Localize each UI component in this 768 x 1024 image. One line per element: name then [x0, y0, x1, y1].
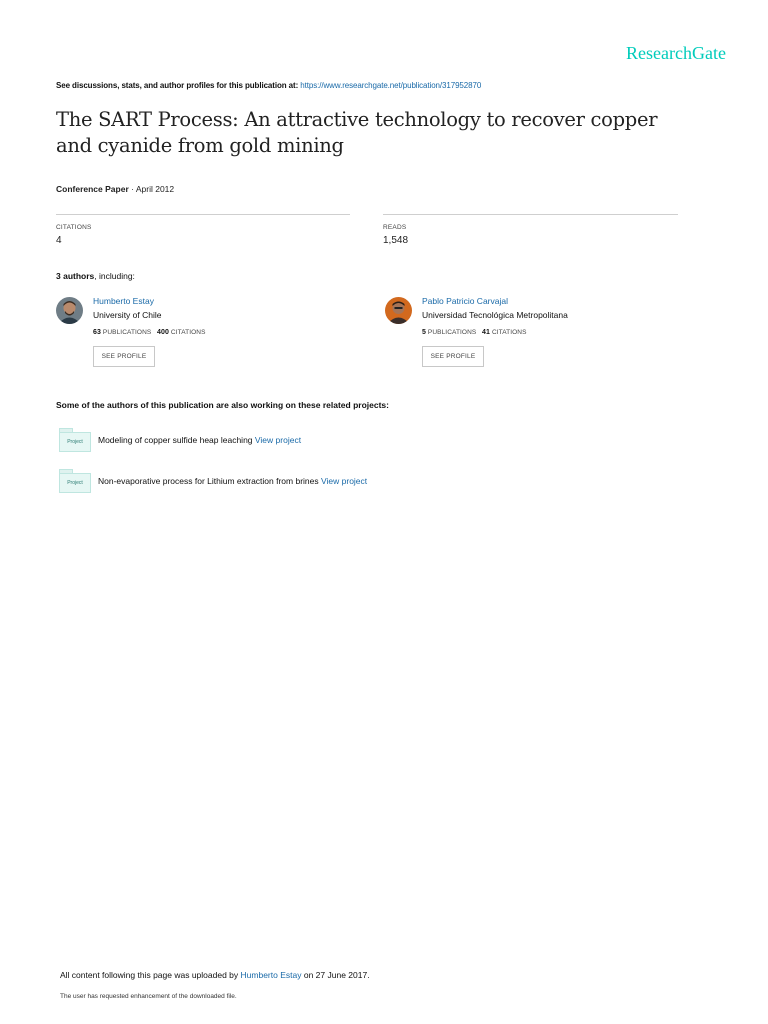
- author-publications-label: PUBLICATIONS: [427, 329, 477, 336]
- reads-label: READS: [383, 224, 407, 231]
- avatar[interactable]: [385, 297, 412, 324]
- citations-label: CITATIONS: [56, 224, 92, 231]
- paper-date: · April 2012: [131, 184, 175, 194]
- see-profile-button[interactable]: SEE PROFILE: [422, 346, 484, 367]
- related-projects-heading: Some of the authors of this publication are also working on these related projects:: [56, 400, 389, 410]
- discussion-prefix: See discussions, stats, and author profiles for this publication at:: [56, 81, 299, 90]
- author-publications-count: 63: [93, 329, 101, 336]
- project-badge: Project: [59, 432, 91, 452]
- researchgate-logo[interactable]: ResearchGate: [626, 43, 726, 63]
- authors-count: 3 authors: [56, 271, 95, 281]
- authors-suffix: , including:: [94, 271, 135, 281]
- reads-value: 1,548: [383, 235, 409, 246]
- citations-value: 4: [56, 235, 62, 246]
- reads-divider: [383, 214, 678, 215]
- author-stats: [93, 329, 206, 336]
- enhancement-note: The user has requested enhancement of the downloaded file.: [60, 993, 237, 1000]
- project-badge: Project: [59, 473, 91, 493]
- upload-note: [60, 970, 370, 980]
- citations-divider: [56, 214, 350, 215]
- author-citations-count: 400: [157, 329, 170, 336]
- project-folder-icon: [56, 428, 90, 452]
- project-title: Modeling of copper sulfide heap leaching: [98, 435, 253, 445]
- upload-prefix: All content following this page was uploaded by: [60, 970, 239, 980]
- view-project-link[interactable]: View project: [321, 476, 368, 486]
- author-photo-icon: [56, 297, 83, 324]
- author-citations-count: 41: [482, 329, 491, 336]
- author-name-link[interactable]: Pablo Patricio Carvajal: [422, 296, 508, 306]
- discussion-line: [56, 81, 481, 90]
- avatar[interactable]: [56, 297, 83, 324]
- author-stats: [422, 329, 527, 336]
- publication-url-link[interactable]: https://www.researchgate.net/publication/317952870: [300, 81, 482, 90]
- paper-meta: [56, 184, 174, 194]
- project-item: [56, 469, 367, 493]
- paper-type: Conference Paper: [56, 184, 129, 194]
- author-name-link[interactable]: Humberto Estay: [93, 296, 154, 306]
- uploader-link[interactable]: Humberto Estay: [240, 970, 302, 980]
- authors-heading: [56, 271, 135, 281]
- author-publications-label: PUBLICATIONS: [102, 329, 152, 336]
- author-photo-icon: [385, 297, 412, 324]
- project-title: Non-evaporative process for Lithium extraction from brines: [98, 476, 319, 486]
- view-project-link[interactable]: View project: [254, 435, 302, 445]
- author-publications-count: 5: [422, 329, 426, 336]
- paper-title: The SART Process: An attractive technology to recover copper and cyanide from gold mining: [56, 108, 658, 157]
- author-institution: University of Chile: [93, 310, 162, 320]
- project-folder-icon: [56, 469, 90, 493]
- upload-suffix: on 27 June 2017.: [303, 970, 370, 980]
- author-citations-label: CITATIONS: [170, 329, 206, 336]
- author-institution: Universidad Tecnológica Metropolitana: [422, 310, 568, 320]
- see-profile-button[interactable]: SEE PROFILE: [93, 346, 155, 367]
- project-item: [56, 428, 301, 452]
- author-citations-label: CITATIONS: [491, 329, 527, 336]
